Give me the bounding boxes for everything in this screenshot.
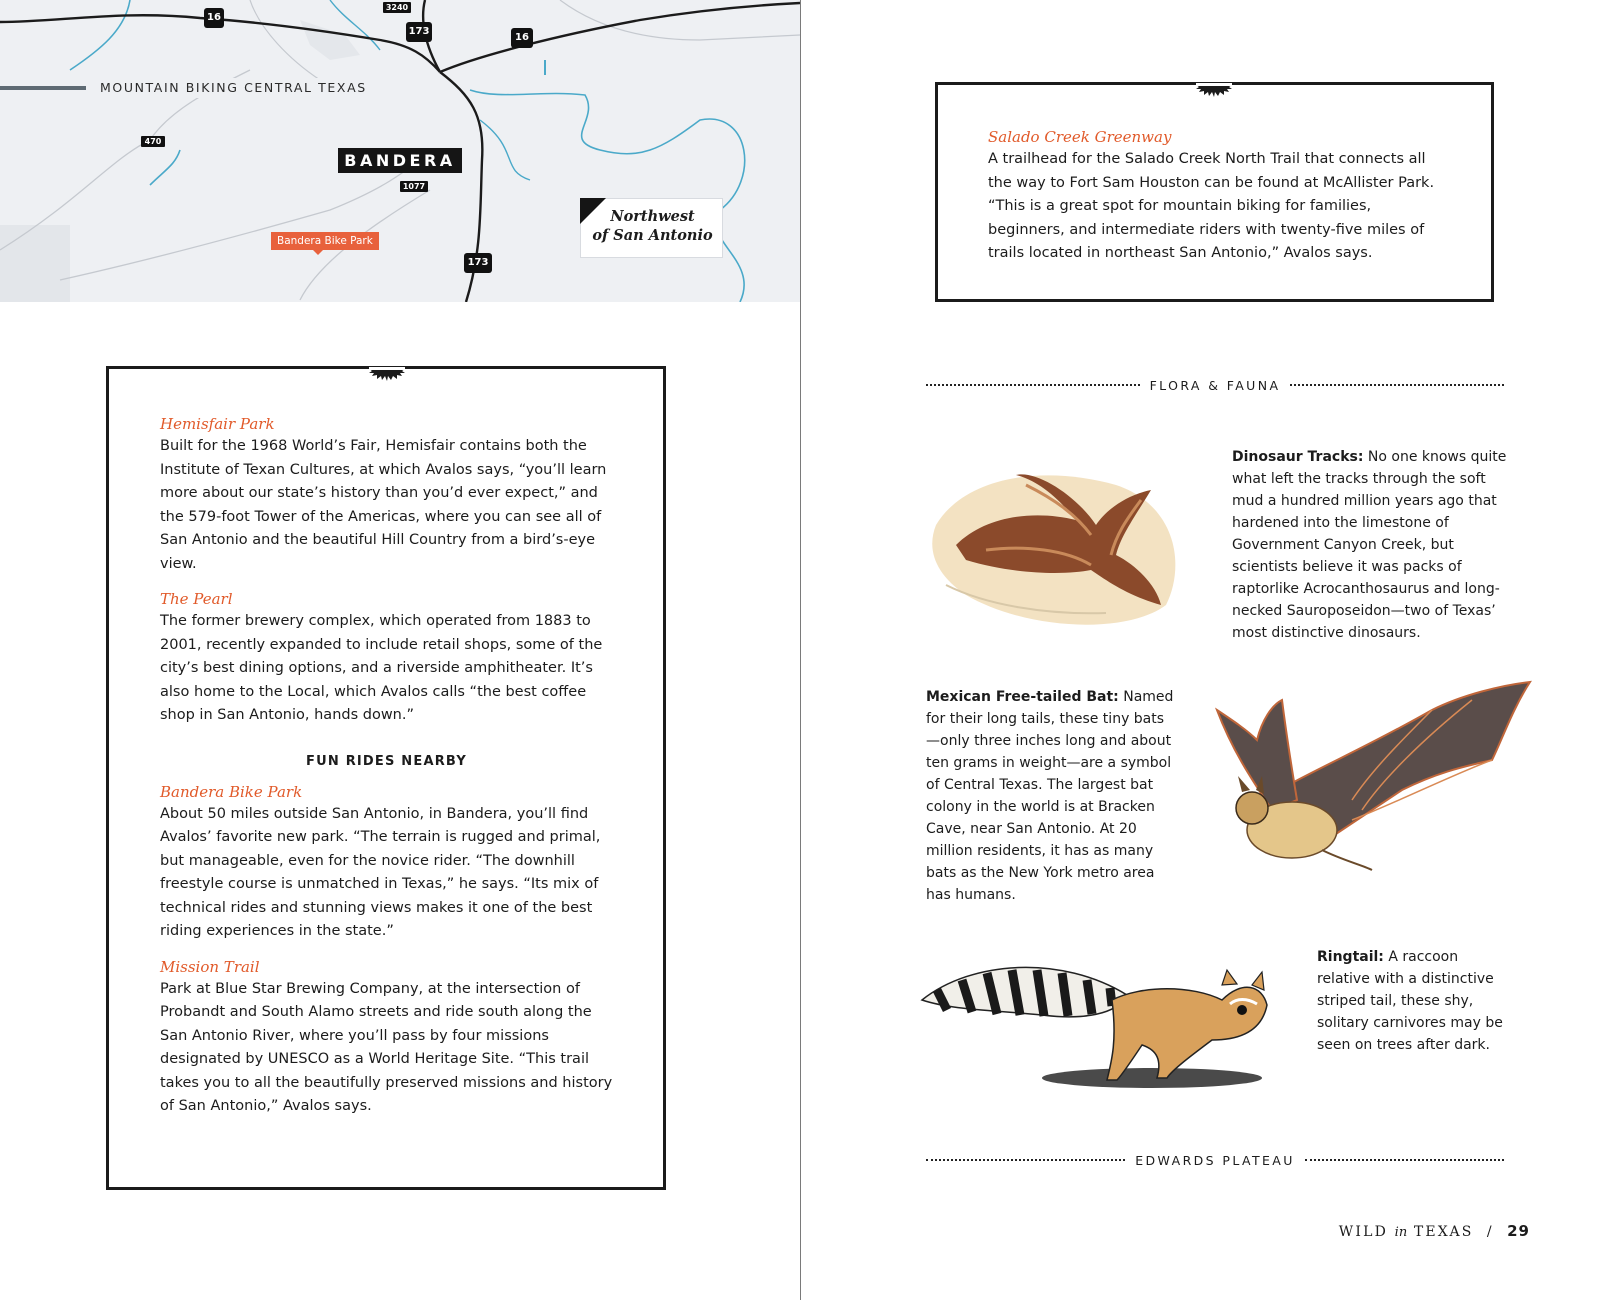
ringtail-text	[1317, 946, 1512, 1056]
region-callout-text	[587, 207, 718, 245]
flora-fauna-divider	[926, 375, 1504, 395]
map-header-bar	[0, 86, 86, 90]
entry-bandera-bike-park	[160, 781, 613, 944]
fauna-description: No one knows quite what left the tracks through the soft mud a hundred million years ago that hardened into the limestone of Government Canyon Creek, but scientists believe it was packs of raptorlike Acrocanthosaurus and long-necked Sauroposeidon—two of Texas’ most distinctive dinosaurs.	[1232, 449, 1507, 641]
dinosaur-track-illustration	[926, 455, 1188, 635]
entry-mission-trail	[160, 956, 613, 1119]
entry-body: A trailhead for the Salado Creek North Trail that connects all the way to Fort Sam Houston can be found at McAllister Park. “This is a great spot for mountain biking for families, beginners, and intermediate riders with twenty-five miles of trails located in northeast San Antonio,” Avalos says.	[988, 151, 1435, 261]
entry-title: Bandera Bike Park	[160, 782, 303, 801]
poi-label: Bandera Bike Park	[271, 232, 379, 250]
page-footer	[1339, 1222, 1530, 1240]
entry-body: Park at Blue Star Brewing Company, at the intersection of Probandt and South Alamo streets and ride south along the San Antonio River, where you’ll pass by four missions designated by UNESCO as a World Heritage Site. “This trail takes you to all the beautifully preserved missions and history of San Antonio,” Avalos says.	[160, 980, 613, 1114]
region-callout	[580, 198, 723, 258]
fauna-name: Dinosaur Tracks:	[1232, 449, 1364, 465]
highway-1077-marker: 1077	[400, 181, 428, 192]
map	[0, 0, 800, 302]
fauna-description: Named for their long tails, these tiny bats—only three inches long and about ten grams in weight—are a symbol of Central Texas. The largest bat colony in the world is at Bracken Cave, near San Antonio. At 20 million residents, it has as many bats as the New York metro area has humans.	[926, 689, 1174, 903]
edwards-plateau-heading: EDWARDS PLATEAU	[1135, 1152, 1295, 1168]
dinosaur-tracks-text	[1232, 446, 1512, 644]
ringtail-illustration	[912, 940, 1282, 1100]
right-info-box	[935, 82, 1494, 302]
right-page	[802, 0, 1600, 1300]
left-info-box	[106, 366, 666, 1190]
highway-16-east-marker: 16	[511, 28, 533, 48]
highway-173-south-marker: 173	[464, 253, 492, 273]
entry-title: Mission Trail	[160, 957, 260, 976]
entry-title: The Pearl	[160, 590, 233, 608]
fauna-name: Mexican Free-tailed Bat:	[926, 689, 1119, 705]
bat-illustration	[1202, 680, 1532, 900]
region-line-2: of San Antonio	[592, 227, 713, 244]
entry-title: Salado Creek Greenway	[988, 128, 1172, 146]
highway-470-marker: 470	[141, 136, 165, 147]
map-header: MOUNTAIN BIKING CENTRAL TEXAS	[86, 78, 381, 98]
flora-fauna-heading: FLORA & FAUNA	[1149, 377, 1281, 393]
book-title-word-1: WILD	[1338, 1224, 1388, 1240]
highway-3240-marker: 3240	[383, 2, 411, 13]
entry-body: About 50 miles outside San Antonio, in Bandera, you’ll find Avalos’ favorite new park. “The terrain is rugged and primal, but manageable, even for the novice rider. “The downhill freestyle course is unmatched in Texas,” he says. “Its mix of technical rides and stunning views makes it one of the best riding experiences in the state.”	[160, 805, 601, 939]
book-title-word-2: in	[1394, 1225, 1408, 1240]
entry-pearl	[160, 588, 613, 728]
city-label: BANDERA	[338, 148, 462, 173]
highway-173-marker: 173	[406, 22, 432, 42]
page-number: 29	[1507, 1222, 1530, 1240]
region-line-1: Northwest	[610, 208, 695, 225]
book-title-word-3: TEXAS	[1413, 1224, 1474, 1240]
edwards-plateau-divider	[926, 1150, 1504, 1170]
fauna-description: A raccoon relative with a distinctive striped tail, these shy, solitary carnivores may be seen on trees after dark.	[1317, 949, 1503, 1053]
footer-separator: /	[1486, 1224, 1494, 1240]
entry-hemisfair	[160, 413, 613, 576]
sunburst-ornament-icon	[367, 359, 407, 381]
entry-title: Hemisfair Park	[160, 415, 275, 433]
entry-body: Built for the 1968 World’s Fair, Hemisfair contains both the Institute of Texan Cultures, at which Avalos says, “you’ll learn more about our state’s history than you’d ever expect,” and the 579-foot Tower of the Americas, where you can see all of San Antonio and the beautiful Hill Country from a bird’s-eye view.	[160, 438, 607, 572]
highway-16-marker: 16	[204, 8, 224, 28]
entry-body: The former brewery complex, which operated from 1883 to 2001, recently expanded to include retail shops, some of the city’s best dining options, and a riverside amphitheater. It’s also home to the Local, which Avalos calls “the best coffee shop in San Antonio, hands down.”	[160, 613, 603, 723]
fun-rides-heading: FUN RIDES NEARBY	[306, 753, 467, 769]
sunburst-ornament-icon	[1194, 75, 1234, 97]
fauna-name: Ringtail:	[1317, 949, 1384, 965]
bat-text	[926, 686, 1176, 906]
